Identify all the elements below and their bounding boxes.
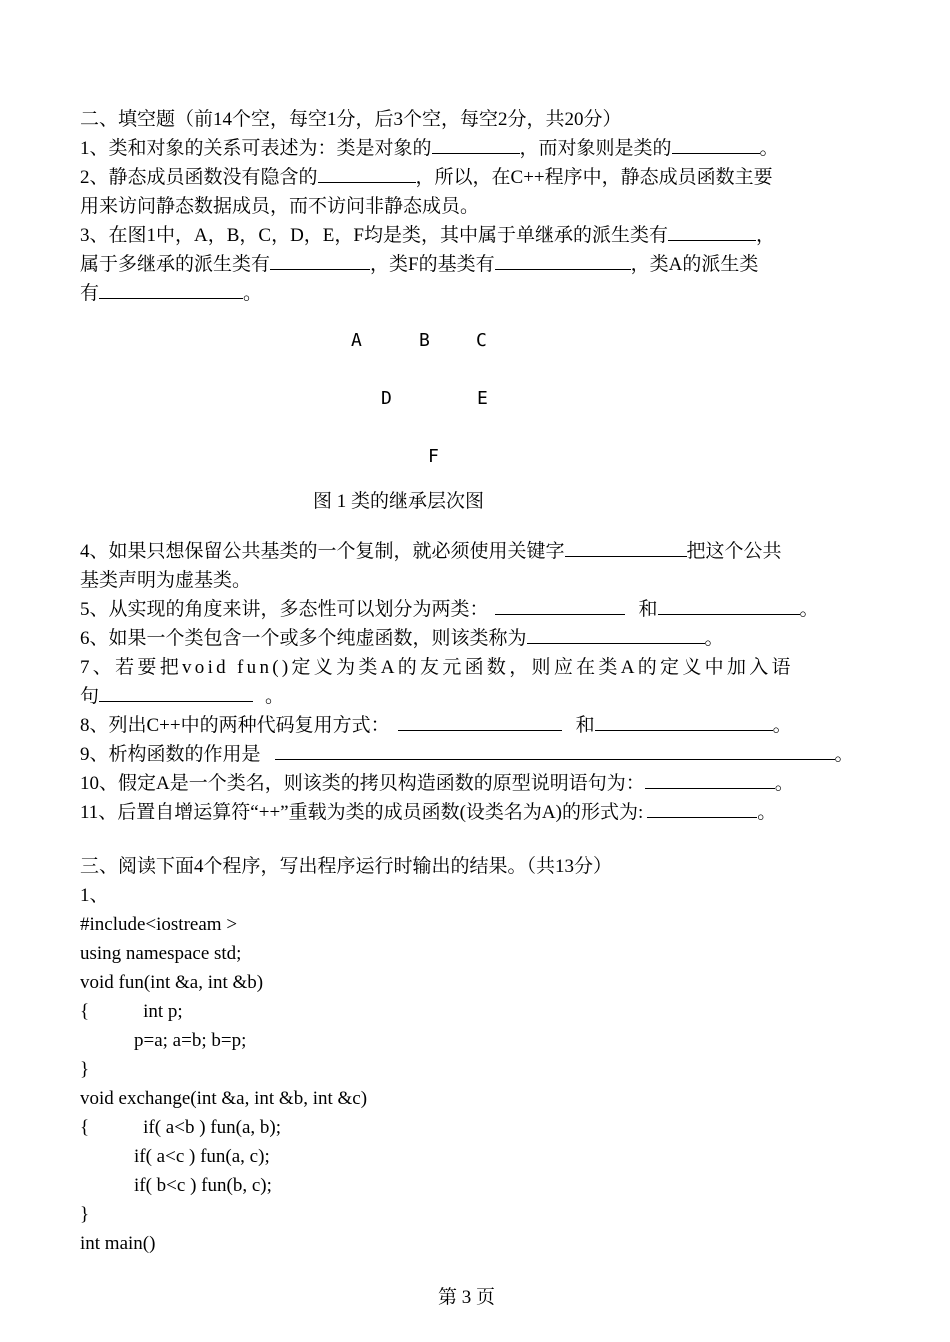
class-node-b: B [419,330,430,351]
question-3-line3: 有 。 [80,280,262,308]
question-3-line2: 属于多继承的派生类有 ，类F的基类有 ，类A的派生类 [80,251,758,279]
section2-heading: 二、填空题（前14个空，每空1分，后3个空，每空2分，共20分） [80,109,622,130]
figure-caption: 图 1 类的继承层次图 [313,491,485,512]
answer-blank [672,135,760,154]
question-4: 4、如果只想保留公共基类的一个复制，就必须使用关键字 把这个公共 [80,538,782,566]
code-line: if( a<c ) fun(a, c); [134,1146,270,1167]
code-line: } [80,1204,90,1225]
answer-blank [99,280,243,299]
code-line: if( b<c ) fun(b, c); [134,1175,272,1196]
page-number: 第 3 页 [438,1287,496,1308]
question-10: 10、假定A是一个类名，则该类的拷贝构造函数的原型说明语句为： 。 [80,770,794,798]
question-4-line2: 基类声明为虚基类。 [80,570,252,591]
class-node-f: F [428,446,439,467]
question-7-line2: 句 。 [80,683,284,711]
code-line: { if( a<b ) fun(a, b); [80,1117,281,1138]
answer-blank [99,683,253,702]
code-line: void exchange(int &a, int &b, int &c) [80,1088,368,1109]
answer-blank [647,799,757,818]
class-node-c: C [476,330,487,351]
answer-blank [595,712,773,731]
section3-heading: 三、阅读下面4个程序，写出程序运行时输出的结果。（共13分） [80,856,613,877]
question-9: 9、析构函数的作用是 。 [80,741,854,769]
code-line: int main() [80,1233,156,1254]
answer-blank [495,251,631,270]
code-line: { int p; [80,1001,183,1022]
question-7: 7、若要把void fun()定义为类A的友元函数，则应在类A的定义中加入语 [80,657,794,678]
answer-blank [398,712,562,731]
answer-blank [658,596,800,615]
answer-blank [527,625,705,644]
answer-blank [565,538,687,557]
code-line: using namespace std; [80,943,242,964]
code-line: p=a; a=b; b=p; [134,1030,247,1051]
code-line: #include<iostream > [80,914,238,935]
class-node-a: A [351,330,362,351]
question-1: 1、类和对象的关系可表述为：类是对象的 ，而对象则是类的 。 [80,135,779,163]
code-line: void fun(int &a, int &b) [80,972,264,993]
question-2-line2: 用来访问静态数据成员，而不访问非静态成员。 [80,196,480,217]
question-5: 5、从实现的角度来讲，多态性可以划分为两类： 和 。 [80,596,819,624]
answer-blank [432,135,520,154]
question-8: 8、列出C++中的两种代码复用方式： 和 。 [80,712,792,740]
code-line: } [80,1059,90,1080]
question-2: 2、静态成员函数没有隐含的 ，所以，在C++程序中，静态成员函数主要 [80,164,773,192]
answer-blank [275,741,835,760]
question-6: 6、如果一个类包含一个或多个纯虚函数，则该类称为 。 [80,625,724,653]
answer-blank [668,222,756,241]
answer-blank [318,164,416,183]
question-11: 11、后置自增运算符“++”重载为类的成员函数(设类名为A)的形式为: 。 [80,799,776,827]
question-3: 3、在图1中，A，B，C，D，E，F均是类，其中属于单继承的派生类有 ， [80,222,775,250]
class-node-d: D [381,388,392,409]
program-number: 1、 [80,885,109,906]
answer-blank [645,770,775,789]
answer-blank [495,596,625,615]
class-node-e: E [477,388,488,409]
answer-blank [270,251,370,270]
